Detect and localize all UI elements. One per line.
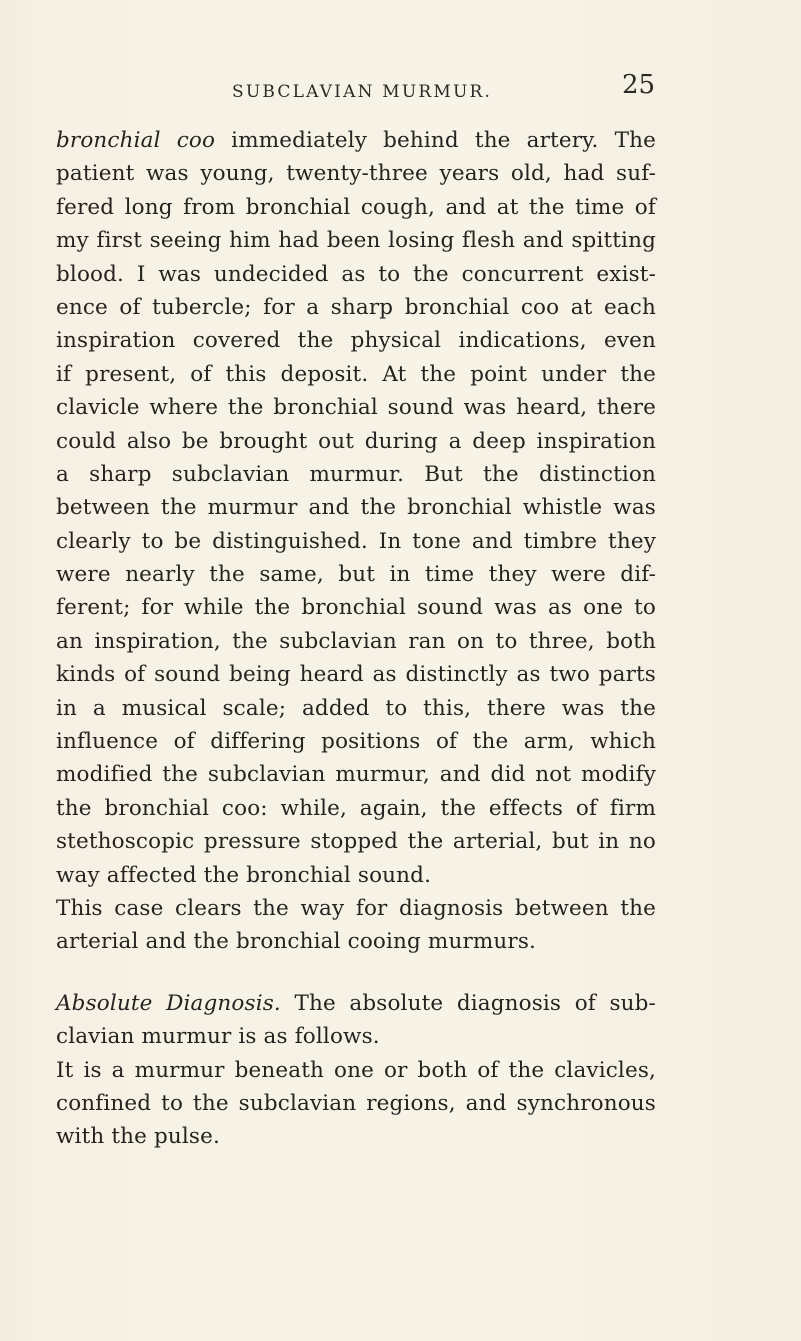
text-line: bronchial coo immediately behind the artery. The [56, 128, 656, 153]
text-line: a sharp subclavian murmur. But the distinction [56, 461, 656, 487]
text-line: in a musical scale; added to this, there was the [56, 695, 656, 721]
text-line: inspiration covered the physical indications, even [56, 328, 656, 354]
text-line: Absolute Diagnosis. The absolute diagnosis of sub- [56, 990, 656, 1016]
text-line: between the murmur and the bronchial whistle was [56, 495, 656, 521]
italic-term: bronchial coo [56, 128, 216, 153]
text-line: were nearly the same, but in time they were dif- [56, 562, 656, 588]
text-line: clearly to be distinguished. In tone and timbre they [56, 528, 656, 554]
text-line: confined to the subclavian regions, and synchronous [56, 1090, 656, 1116]
text-line: could also be brought out during a deep inspiration [56, 428, 656, 454]
paragraph [56, 1054, 656, 1154]
text-line: ferent; for while the bronchial sound was as one to [56, 595, 656, 621]
italic-heading: Absolute Diagnosis. [56, 990, 281, 1016]
text-line: ence of tubercle; for a sharp bronchial coo at each [56, 294, 656, 320]
text-line: fered long from bronchial cough, and at the time of [56, 194, 656, 220]
page-number: 25 [622, 70, 656, 100]
text-line: my first seeing him had been losing flesh and spitting [56, 228, 656, 254]
text-line: patient was young, twenty-three years old, had suf- [56, 161, 656, 187]
text-line: the bronchial coo: while, again, the effects of firm [56, 795, 656, 821]
text-line: clavian murmur is as follows. [56, 1024, 380, 1050]
text-line: way affected the bronchial sound. [56, 862, 432, 888]
text-line: if present, of this deposit. At the point under the [56, 361, 656, 387]
paragraph [56, 124, 656, 892]
text-line: It is a murmur beneath one or both of the clavicles, [56, 1057, 656, 1083]
text-line: modified the subclavian murmur, and did not modify [56, 762, 656, 788]
body-text [56, 124, 656, 1154]
paragraph [56, 987, 656, 1054]
text-line: an inspiration, the subclavian ran on to three, both [56, 628, 656, 654]
text-line: arterial and the bronchial cooing murmurs. [56, 929, 537, 955]
text-line: This case clears the way for diagnosis between the [56, 895, 656, 921]
paragraph [56, 892, 656, 959]
text-line: with the pulse. [56, 1124, 220, 1150]
text-line: clavicle where the bronchial sound was heard, there [56, 395, 656, 421]
text-line: blood. I was undecided as to the concurrent exist- [56, 261, 656, 287]
text-line: influence of differing positions of the arm, which [56, 729, 656, 755]
text-line: stethoscopic pressure stopped the arterial, but in no [56, 829, 656, 855]
paragraph-gap [56, 959, 656, 987]
running-header: SUBCLAVIAN MURMUR. [232, 82, 493, 102]
text-line: kinds of sound being heard as distinctly as two parts [56, 662, 656, 688]
